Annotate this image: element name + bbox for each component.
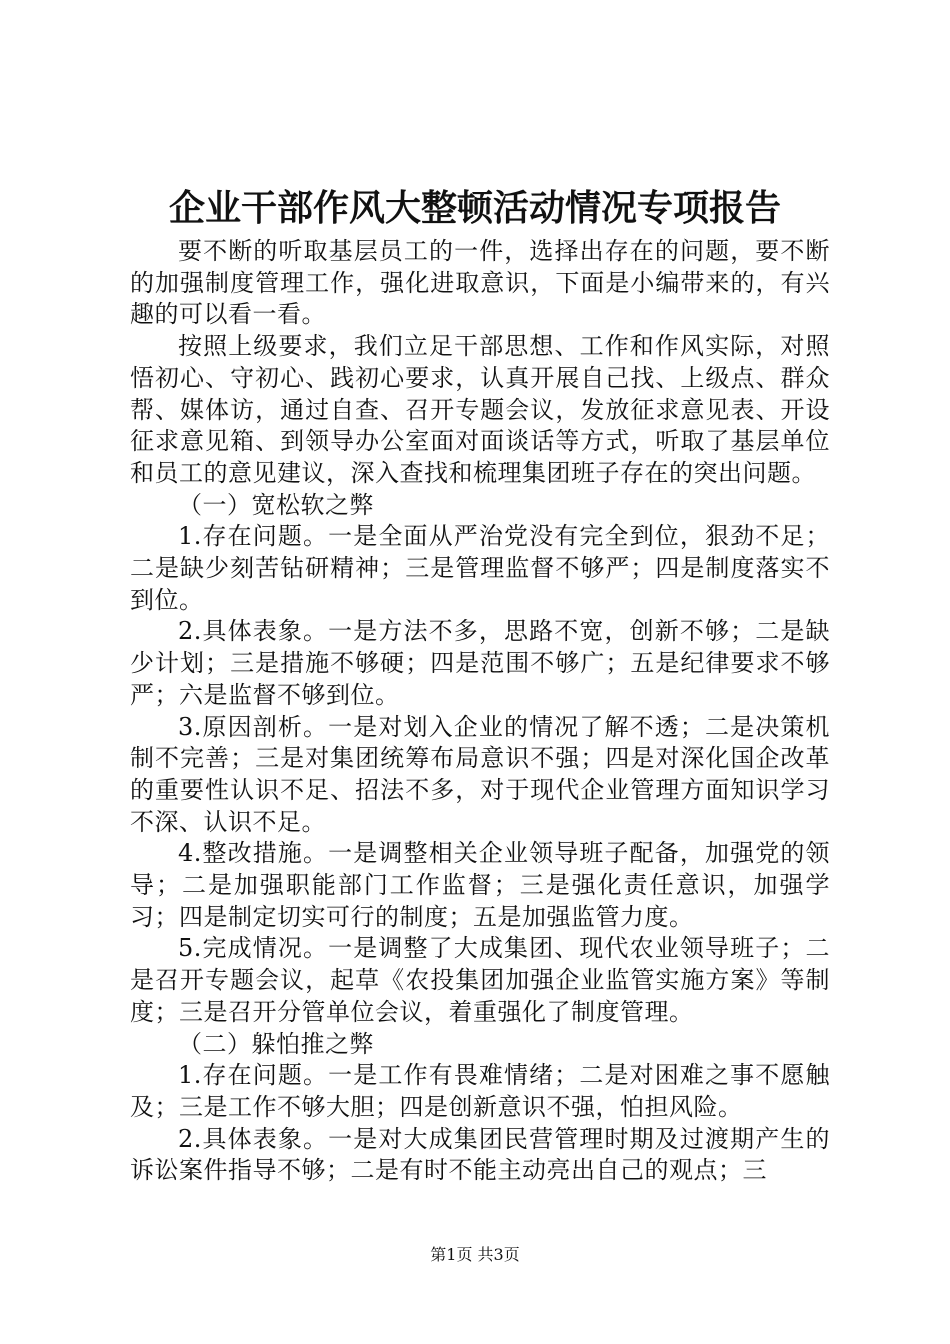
document-title: 企业干部作风大整顿活动情况专项报告 bbox=[168, 187, 781, 229]
section-item: 4.整改措施。一是调整相关企业领导班子配备，加强党的领导；二是加强职能部门工作监督；三是强化责任意识，加强学习；四是制定切实可行的制度；五是加强监管力度。 bbox=[130, 839, 830, 931]
section-item: 2.具体表象。一是方法不多，思路不宽，创新不够；二是缺少计划；三是措施不够硬；四是范围不够广；五是纪律要求不够严；六是监督不够到位。 bbox=[130, 617, 830, 709]
section-item: 1.存在问题。一是全面从严治党没有完全到位，狠劲不足；二是缺少刻苦钻研精神；三是管理监督不够严；四是制度落实不到位。 bbox=[130, 522, 830, 614]
page-footer: 第1页 共3页 bbox=[430, 1245, 520, 1264]
section-item: 3.原因剖析。一是对划入企业的情况了解不透；二是决策机制不完善；三是对集团统筹布局意识不强；四是对深化国企改革的重要性认识不足、招法不多，对于现代企业管理方面知识学习不深、认识不足。 bbox=[130, 712, 830, 836]
section-item: 2.具体表象。一是对大成集团民营管理时期及过渡期产生的诉讼案件指导不够；二是有时不能主动亮出自己的观点；三 bbox=[130, 1124, 830, 1185]
section-item: 5.完成情况。一是调整了大成集团、现代农业领导班子；二是召开专题会议，起草《农投集团加强企业监管实施方案》等制度；三是召开分管单位会议，着重强化了制度管理。 bbox=[130, 934, 830, 1026]
section-item: 1.存在问题。一是工作有畏难情绪；二是对困难之事不愿触及；三是工作不够大胆；四是创新意识不强，怕担风险。 bbox=[130, 1061, 830, 1121]
document-body bbox=[130, 236, 830, 1187]
main-paragraph: 按照上级要求，我们立足干部思想、工作和作风实际，对照悟初心、守初心、践初心要求，认真开展自己找、上级点、群众帮、媒体访，通过自查、召开专题会议，发放征求意见表、开设征求意见箱、到领导办公室面对面谈话等方式，听取了基层单位和员工的意见建议，深入查找和梳理集团班子存在的突出问题。 bbox=[130, 332, 830, 487]
section-heading: （一）宽松软之弊 bbox=[178, 490, 374, 519]
section-heading: （二）躲怕推之弊 bbox=[178, 1029, 374, 1058]
intro-paragraph: 要不断的听取基层员工的一件，选择出存在的问题，要不断的加强制度管理工作，强化进取意识，下面是小编带来的，有兴趣的可以看一看。 bbox=[130, 237, 830, 329]
